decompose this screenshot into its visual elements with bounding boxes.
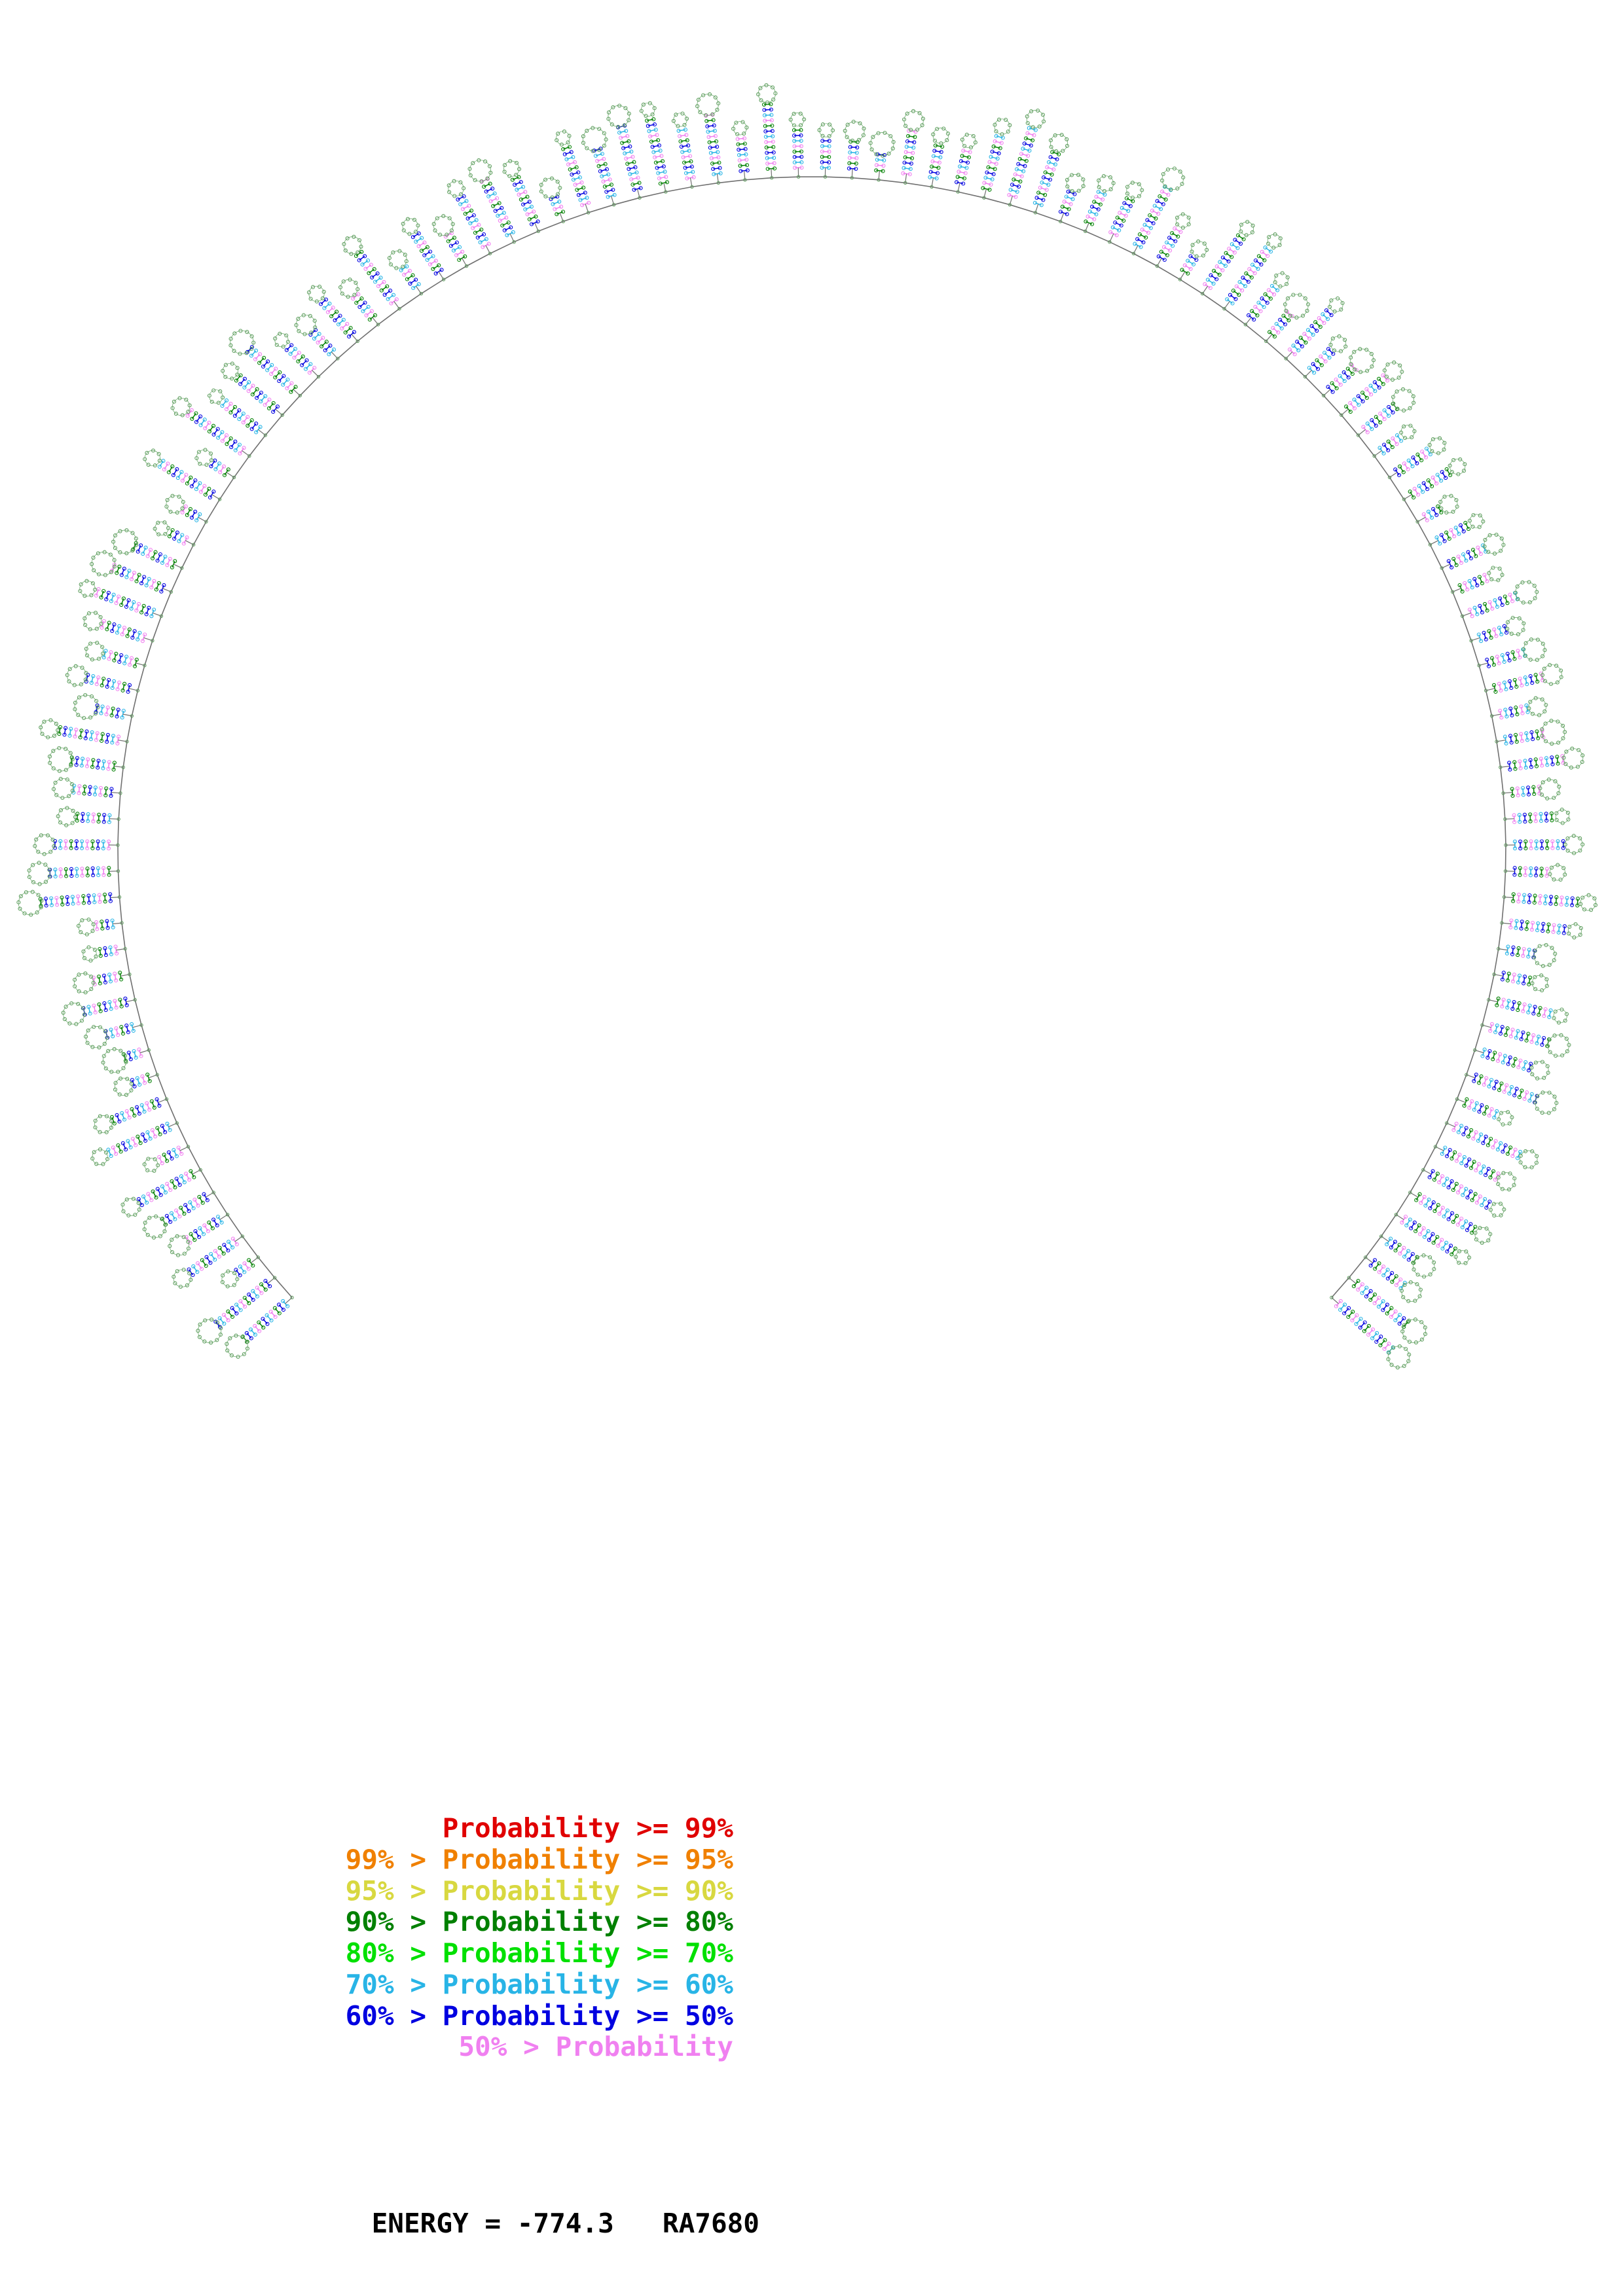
legend-row: 95% > Probability >= 90% [345,1874,733,1907]
legend-row: 50% > Probability [458,2031,733,2063]
legend-row: 90% > Probability >= 80% [345,1906,733,1938]
legend-row: 60% > Probability >= 50% [345,2000,733,2032]
rna-structure-group [17,84,1597,1369]
probability-legend [0,1813,786,2063]
legend-row: 80% > Probability >= 70% [345,1937,733,1969]
legend-row: Probability >= 99% [442,1812,733,1844]
energy-label: ENERGY = -774.3 RA7680 [371,2208,759,2239]
legend-row: 99% > Probability >= 95% [345,1843,733,1875]
legend-row: 70% > Probability >= 60% [345,1968,733,2000]
